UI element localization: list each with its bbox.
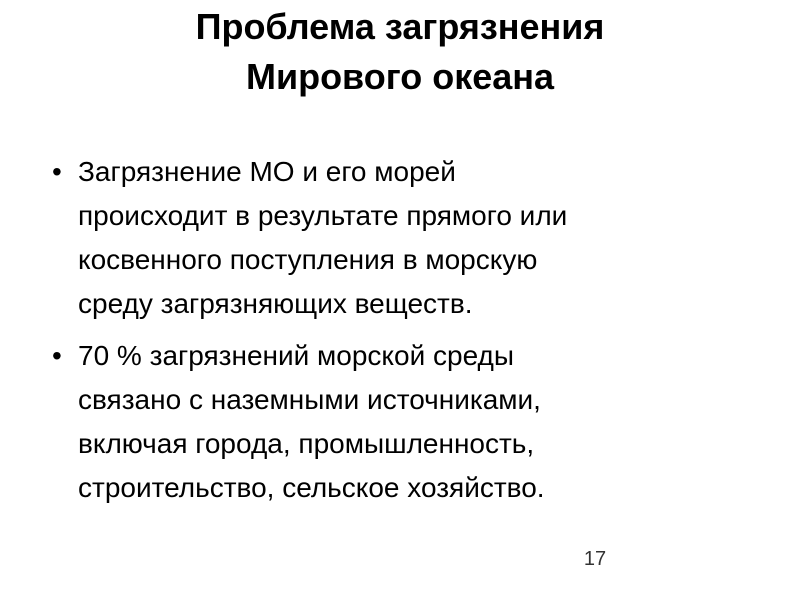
- bullet-1-line-2: происходит в результате прямого или: [78, 200, 568, 231]
- page-number: 17: [583, 548, 607, 570]
- bullet-1-line-4: среду загрязняющих веществ.: [78, 288, 473, 319]
- bullet-1-line-3: косвенного поступления в морскую: [78, 244, 538, 275]
- bullet-item-1: [52, 150, 752, 326]
- slide-title-line-2: Мирового океана: [245, 56, 555, 97]
- bullet-2-line-3: включая города, промышленность,: [78, 428, 535, 459]
- bullet-item-2: [52, 334, 752, 510]
- slide-title-line-1: Проблема загрязнения: [195, 6, 605, 47]
- slide-title: [0, 2, 800, 102]
- bullet-2-line-4: строительство, сельское хозяйство.: [78, 472, 545, 503]
- bullet-2-line-1: 70 % загрязнений морской среды: [78, 340, 514, 371]
- bullet-2-line-2: связано с наземными источниками,: [78, 384, 541, 415]
- bullet-dot-icon: •: [52, 340, 62, 371]
- bullet-list: [52, 150, 752, 518]
- bullet-1-line-1: Загрязнение МО и его морей: [78, 156, 456, 187]
- bullet-dot-icon: •: [52, 156, 62, 187]
